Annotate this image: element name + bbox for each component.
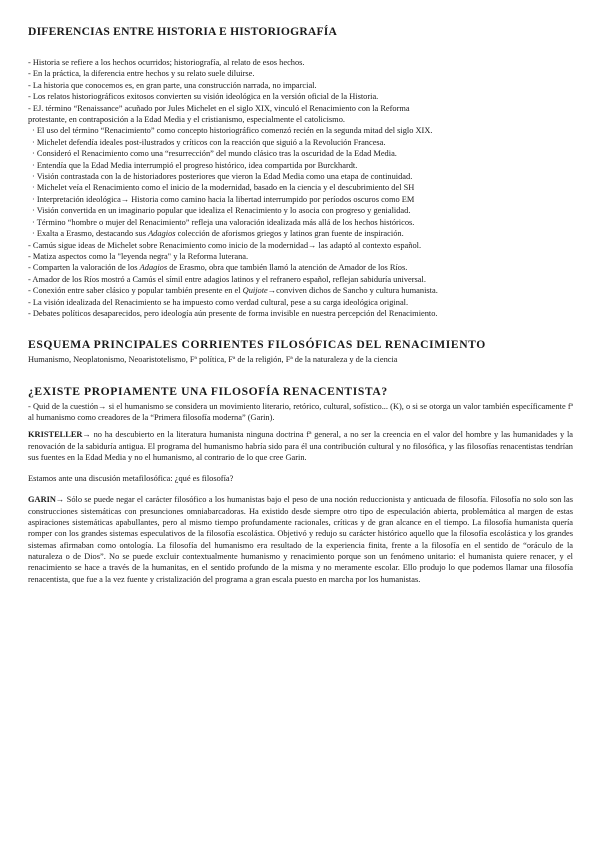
sub-bullet-line: · Michelet veía el Renacimiento como el inicio de la modernidad, basado en la ciencia y el descubrimiento del SH xyxy=(32,183,415,193)
kristeller-paragraph xyxy=(28,429,573,463)
spacer xyxy=(28,484,573,494)
main-heading: DIFERENCIAS ENTRE HISTORIA E HISTORIOGRAFÍA xyxy=(28,25,338,38)
garin-paragraph xyxy=(28,494,573,584)
sub-bullet-line: · Término “hombre o mujer del Renacimiento” refleja una valoración idealizada más allá de los hechos históricos. xyxy=(32,217,415,227)
bullet-line: - Amador de los Ríos mostró a Camús el símil entre adagios latinos y el refranero español, reflejan sabiduría universal. xyxy=(28,274,426,284)
kristeller-label: KRISTELLER xyxy=(28,430,83,440)
bullet-list xyxy=(28,57,573,319)
sub-bullet-line: · Consideró el Renacimiento como una “resurrección” del mundo clásico tras la oscuridad de la Edad Media. xyxy=(32,149,397,159)
garin-label: GARIN xyxy=(28,495,56,505)
kristeller-text: → no ha descubierto en la literatura humanista ninguna doctrina fª general, a no ser la creencia en el valor del hombre y las humanidades y la renovación de la sabiduría antigua. El programa del humanismo habría sido para él una contribución cultural y no filosófica, y las filosofías renacentistas tendrían sus fuentes en la Edad Media y no el humanismo, al contrario de lo que cree Garin. xyxy=(28,430,573,462)
bullet-line: protestante, en contraposición a la Edad Media y el cristianismo, especialmente el catolicismo. xyxy=(28,115,345,125)
spacer xyxy=(28,463,573,473)
section-heading-corrientes: ESQUEMA PRINCIPALES CORRIENTES FILOSÓFICAS DEL RENACIMIENTO xyxy=(28,338,486,352)
spacer xyxy=(28,366,573,376)
garin-text: → Sólo se puede negar el carácter filosófico a los humanistas bajo el peso de una noción reduccionista y anticuada de filosofía. Filosofía no solo son las construcciones sistemáticas con presunciones omniabarcadoras. Ha existido desde siempre otro tipo de especulación abierta, problemática al margen de estas aspiraciones sistemáticas apabullantes, pero al mismo tiempo profundamente racionales, críticas y de gran alcance en el tiempo. La filosofía humanista quería romper con los grandes sistemas especulativos de la filosofía escolástica. Objetivó y redujo su carácter histórico aquello que la filosofía escolástica y los grandes sistemas afirmaban como ontología. La filosofía del humanismo era resultado de la experiencia finita, frente a la filosofía en el sentido de “oráculo de la naturaleza o de Dios”. No se puede excluir contextualmente humanismo y renacimiento porque son un fenómeno unitario: el humanista quiere renacer, y el renacimiento se hace a través de la humanitas, en el sentido profundo de la misma y no meramente escolar. Ello produjo lo que podemos llamar una filosofía renacentista, que fue a la vez fuente y cristalización del programa a gran escala puesto en marcha por los humanistas. xyxy=(28,495,573,584)
bullet-line: - La historia que conocemos es, en gran parte, una construcción narrada, no imparcial. xyxy=(28,80,317,90)
bullet-line: - Conexión entre saber clásico y popular también presente en el Quijote→conviven dichos de Sancho y cultura humanista. xyxy=(28,286,438,296)
bullet-line: - Camús sigue ideas de Michelet sobre Renacimiento como inicio de la modernidad→ las adaptó al contexto español. xyxy=(28,240,422,250)
sub-bullet-line: · Entendía que la Edad Media interrumpió el progreso histórico, idea compartida por Burckhardt. xyxy=(32,160,358,170)
book-title: Adagios xyxy=(139,263,168,273)
sub-bullet-line: · Interpretación ideológica→ Historia como camino hacia la libertad interrumpido por períodos oscuros como EM xyxy=(32,194,415,204)
bullet-line: - En la práctica, la diferencia entre hechos y su relato suele diluirse. xyxy=(28,69,255,79)
sub-bullet-line: · Michelet defendía ideales post-ilustrados y críticos con la reacción que siguió a la Revolución Francesa. xyxy=(32,137,386,147)
book-title: Quijote xyxy=(242,286,268,296)
bullet-line: - Comparten la valoración de los Adagios de Erasmo, obra que también llamó la atención de Amador de los Ríos. xyxy=(28,263,408,273)
bullet-line: - Debates políticos desaparecidos, pero ideología aún presente de forma invisible en nuestra percepción del Renacimiento. xyxy=(28,308,438,318)
sub-bullet-line: · El uso del término “Renacimiento” como concepto historiográfico comenzó recién en la segunda mitad del siglo XIX. xyxy=(32,126,433,136)
book-title: Adagios xyxy=(148,229,176,239)
intro-paragraph: - Quid de la cuestión→ si el humanismo se considera un movimiento literario, retórico, cultural, sofístico... (K), o si se otorga un valor también específicamente fª al humanismo como creadores de la “Primera filosofía moderna” (Garin). xyxy=(28,401,573,422)
bullet-line: - La visión idealizada del Renacimiento se ha impuesto como verdad cultural, pese a su carga ideológica original. xyxy=(28,297,409,307)
bullet-line: - EJ. término “Renaissance” acuñado por Jules Michelet en el siglo XIX, vinculó el Renacimiento con la Reforma xyxy=(28,103,410,113)
question-line: Estamos ante una discusión metafilosófica: ¿qué es filosofía? xyxy=(28,474,234,484)
sub-bullet-line: · Visión contrastada con la de historiadores posteriores que vieron la Edad Media como una etapa de continuidad. xyxy=(32,172,413,182)
corrientes-list: Humanismo, Neoplatonismo, Neoaristotelismo, Fª política, Fª de la religión, Fª de la naturaleza y de la ciencia xyxy=(28,355,398,365)
spacer xyxy=(28,319,573,329)
sub-bullet-line: · Exalta a Erasmo, destacando sus Adagios colección de aforismos griegos y latinos gran fuente de inspiración. xyxy=(32,229,404,239)
sub-bullet-line: · Visión convertida en un imaginario popular que idealiza el Renacimiento y lo asocia con progreso y genialidad. xyxy=(32,206,411,216)
section-heading-filosofia: ¿EXISTE PROPIAMENTE UNA FILOSOFÍA RENACENTISTA? xyxy=(28,384,388,398)
bullet-line: - Los relatos historiográficos exitosos convierten su visión ideológica en la versión oficial de la Historia. xyxy=(28,92,379,102)
bullet-line: - Historia se refiere a los hechos ocurridos; historiografía, al relato de esos hechos. xyxy=(28,58,305,67)
bullet-line: - Matiza aspectos como la "leyenda negra" y la Reforma luterana. xyxy=(28,251,249,261)
